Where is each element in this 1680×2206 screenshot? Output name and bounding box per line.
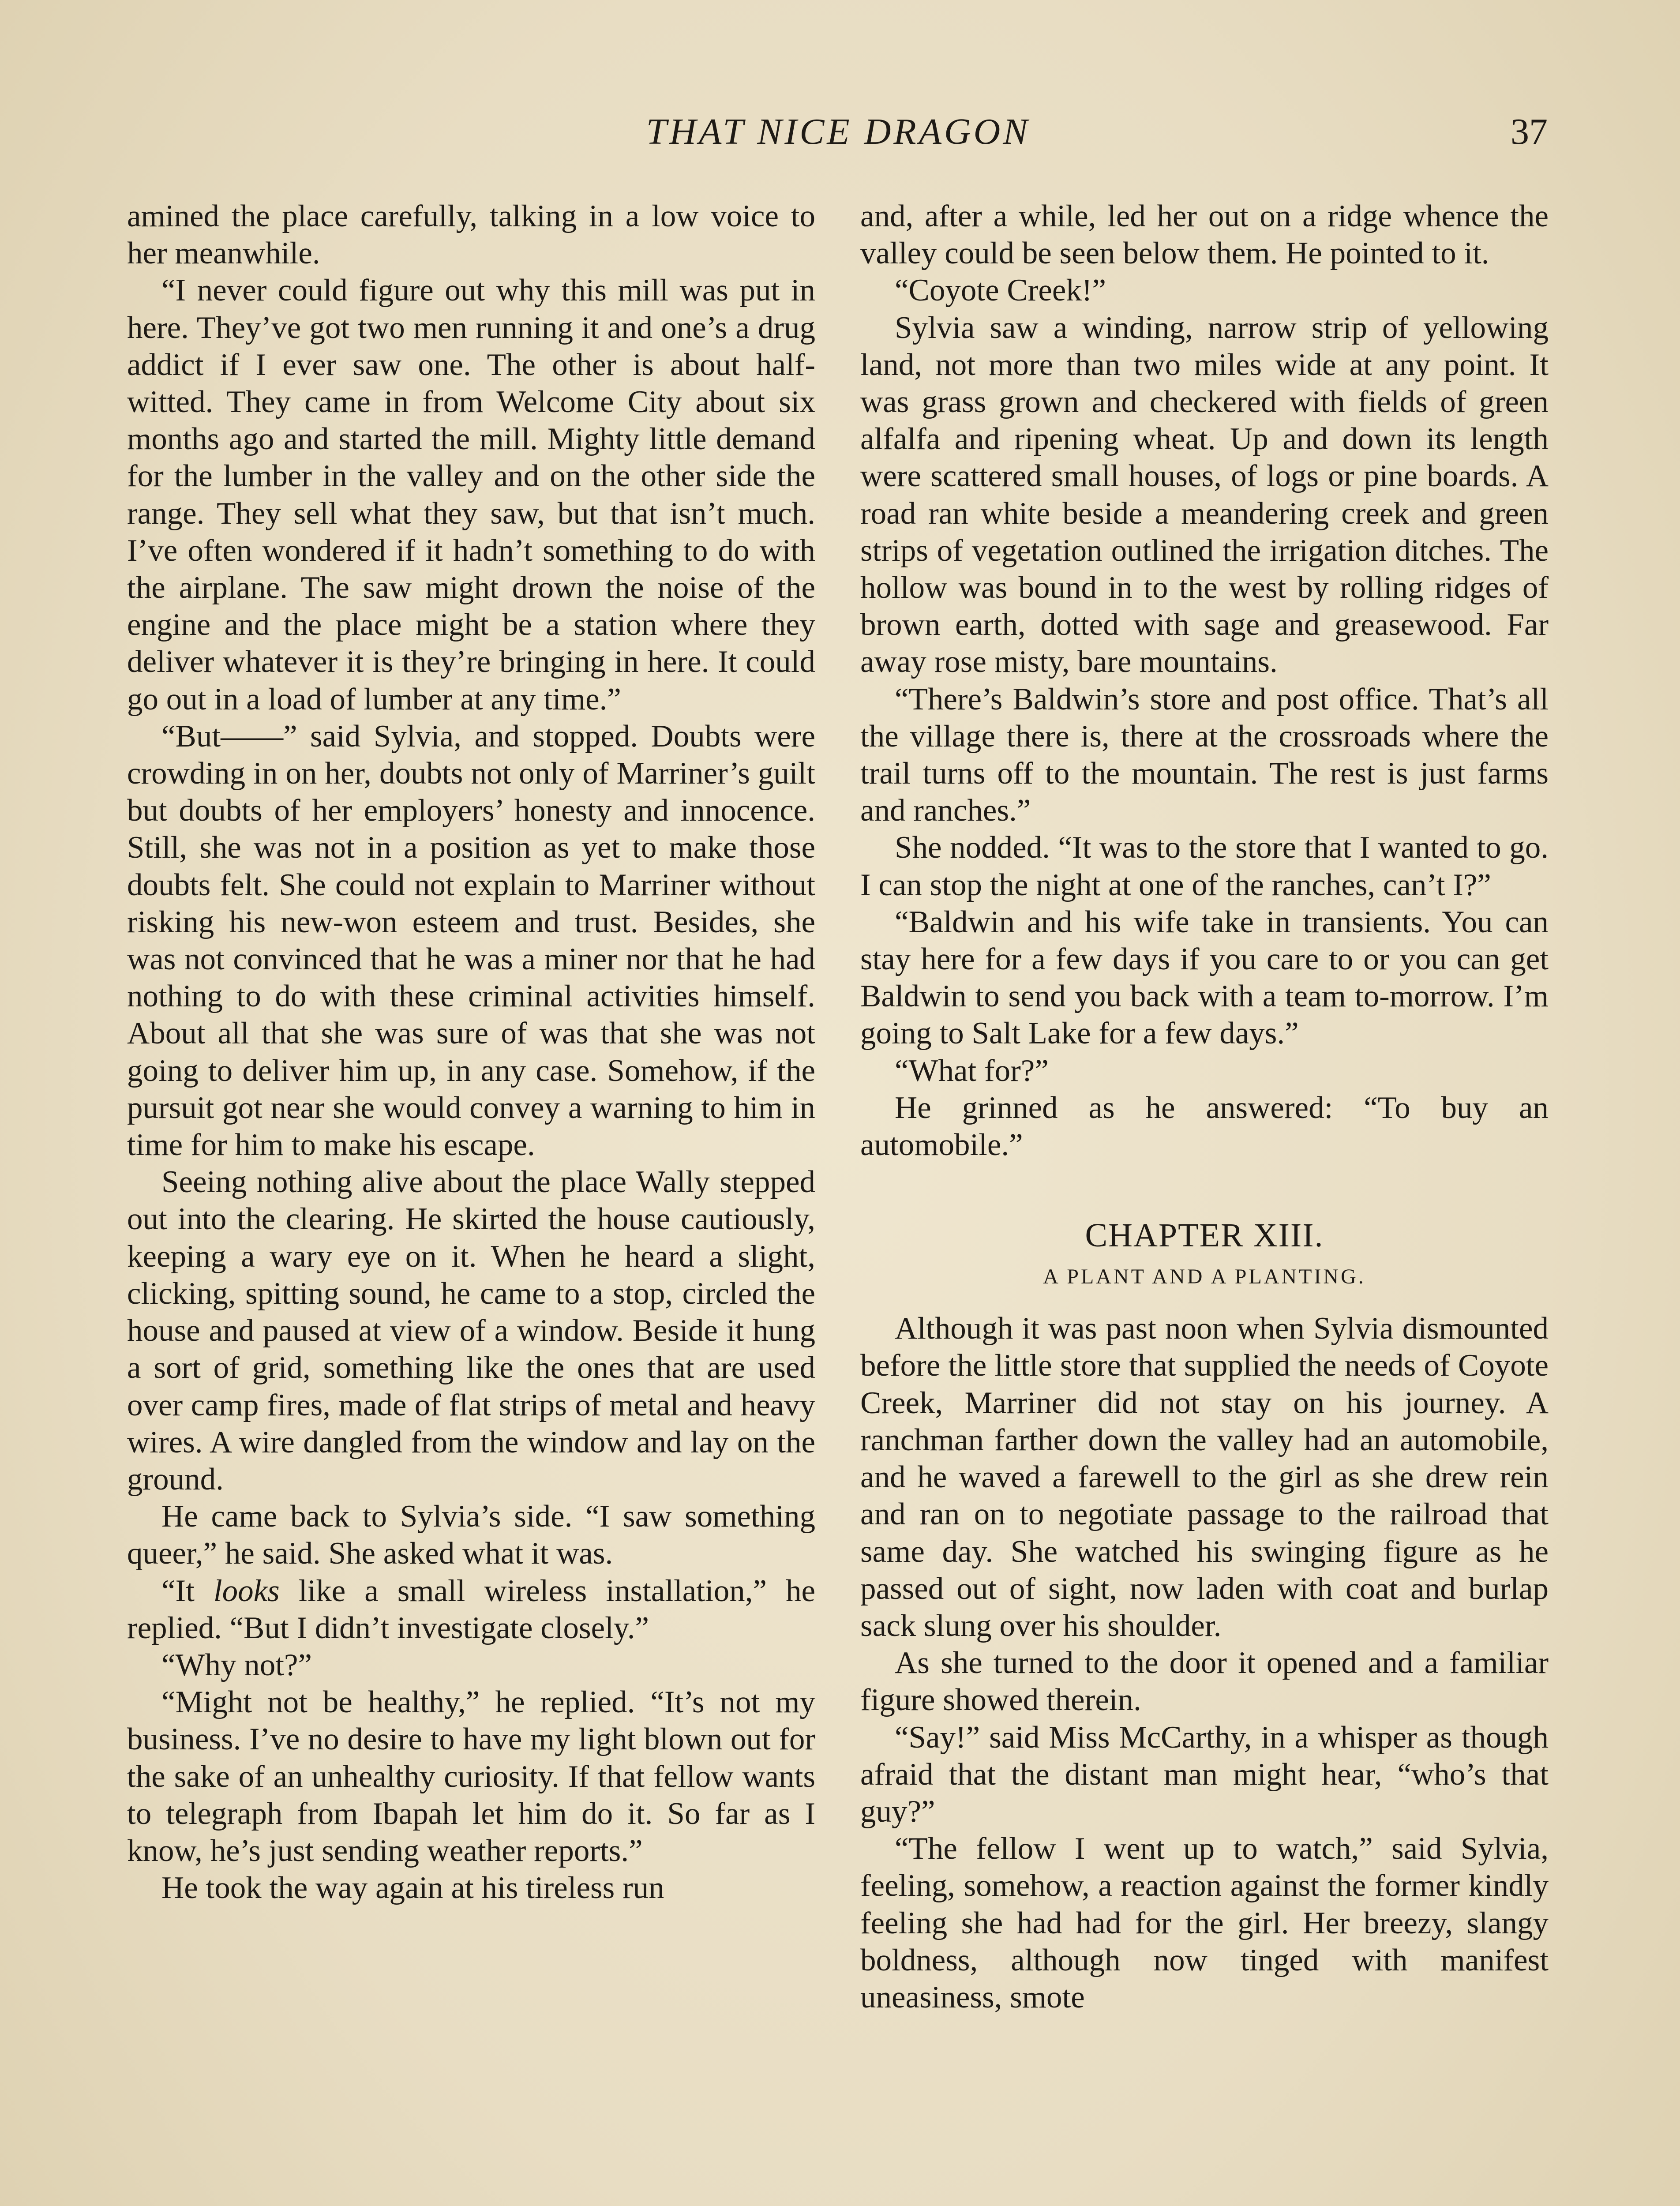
paragraph: “Coyote Creek!” — [895, 273, 1106, 308]
paragraph: Seeing nothing alive about the place Wally stepped out into the clearing. He skirted the house cautiously, keeping a wary eye on it. When he heard a slight, clicking, spitting sound, he came to a stop, circled the house and paused at view of a window. Beside it hung a sort of grid, something like the ones that are used over camp fires, made of flat strips of metal and heavy wires. A wire dangled from the window and lay on the ground. — [127, 1165, 815, 1497]
paragraph: “There’s Baldwin’s store and post office. That’s all the village there is, there at the crossroads where the trail turns off to the mountain. The rest is just farms and ranches.” — [860, 682, 1549, 828]
paragraph — [127, 1572, 815, 1647]
paragraph: Sylvia saw a winding, narrow strip of yellowing land, not more than two miles wide at any point. It was grass grown and checkered with fields of green alfalfa and ripening wheat. Up and down its length were scattered small houses, of logs or pine boards. A road ran white beside a meandering creek and green strips of vegetation outlined the irrigation ditches. The hollow was bound in to the west by rolling ridges of brown earth, dotted with sage and greasewood. Far away rose misty, bare mountains. — [860, 310, 1549, 679]
paragraph: As she turned to the door it opened and a familiar figure showed therein. — [860, 1646, 1549, 1718]
page-number: 37 — [1511, 111, 1548, 152]
paragraph: “What for?” — [895, 1053, 1049, 1088]
paragraph: She nodded. “It was to the store that I wanted to go. I can stop the night at one of the ranches, can’t I?” — [860, 830, 1549, 902]
right-column — [860, 198, 1549, 2016]
paragraph: “But——” said Sylvia, and stopped. Doubts were crowding in on her, doubts not only of Marriner’s guilt but doubts of her employers’ honesty and innocence. Still, she was not in a position as yet to make those doubts felt. She could not explain to Marriner without risking his new-won esteem and trust. Besides, she was not convinced that he was a miner nor that he had nothing to do with these criminal activities himself. About all that she was sure of was that she was not going to deliver him up, in any case. Somehow, if the pursuit got near she would convey a warning to him in time for him to make his escape. — [127, 719, 815, 1163]
paragraph: “Might not be healthy,” he replied. “It’s not my business. I’ve no desire to have my light blown out for the sake of an unhealthy curiosity. If that fellow wants to telegraph from Ibapah let him do it. So far as I know, he’s just sending weather reports.” — [127, 1685, 815, 1868]
paragraph: He took the way again at his tireless run — [161, 1871, 664, 1906]
paragraph: He grinned as he answered: “To buy an automobile.” — [860, 1090, 1549, 1163]
running-head: THAT NICE DRAGON — [646, 111, 1031, 152]
paragraph: “Baldwin and his wife take in transients. You can stay here for a few days if you care to or you can get Baldwin to send you back with a team to-morrow. I’m going to Salt Lake for a few days.” — [860, 904, 1549, 1051]
chapter-subtitle: A PLANT AND A PLANTING. — [1043, 1265, 1366, 1289]
paragraph: “Say!” said Miss McCarthy, in a whisper as though afraid that the distant man might hear, “who’s that guy?” — [860, 1720, 1549, 1829]
paragraph: “Why not?” — [161, 1647, 312, 1682]
chapter-title: CHAPTER XIII. — [1085, 1217, 1324, 1254]
paragraph: and, after a while, led her out on a ridge whence the valley could be seen below them. He pointed to it. — [860, 199, 1549, 271]
paragraph: amined the place carefully, talking in a low voice to her meanwhile. — [127, 199, 815, 271]
text-run: “It — [161, 1573, 214, 1608]
left-column — [127, 198, 815, 1906]
paragraph: “The fellow I went up to watch,” said Sylvia, feeling, somehow, a reaction against the former kindly feeling she had had for the girl. Her breezy, slangy boldness, although now tinged with manifest uneasiness, smote — [860, 1831, 1549, 2015]
paragraph: Although it was past noon when Sylvia dismounted before the little store that supplied the needs of Coyote Creek, Marriner did not stay on his journey. A ranchman farther down the valley had an automobile, and he waved a farewell to the girl as she drew rein and ran on to negotiate passage to the railroad that same day. She watched his swinging figure as he passed out of sight, now laden with coat and burlap sack slung over his shoulder. — [860, 1311, 1549, 1643]
italic-emphasis: looks — [213, 1573, 280, 1608]
text-run: like a small wireless installation,” he replied. “But I didn’t investigate closely.” — [127, 1573, 815, 1645]
paragraph: He came back to Sylvia’s side. “I saw something queer,” he said. She asked what it was. — [127, 1499, 815, 1571]
paragraph: “I never could figure out why this mill was put in here. They’ve got two men running it and one’s a drug addict if I ever saw one. The other is about half-witted. They came in from Welcome City about six months ago and started the mill. Mighty little demand for the lumber in the valley and on the other side the range. They sell what they saw, but that isn’t much. I’ve often wondered if it hadn’t something to do with the airplane. The saw might drown the noise of the engine and the place might be a station where they deliver whatever it is they’re bringing in here. It could go out in a load of lumber at any time.” — [127, 273, 815, 717]
